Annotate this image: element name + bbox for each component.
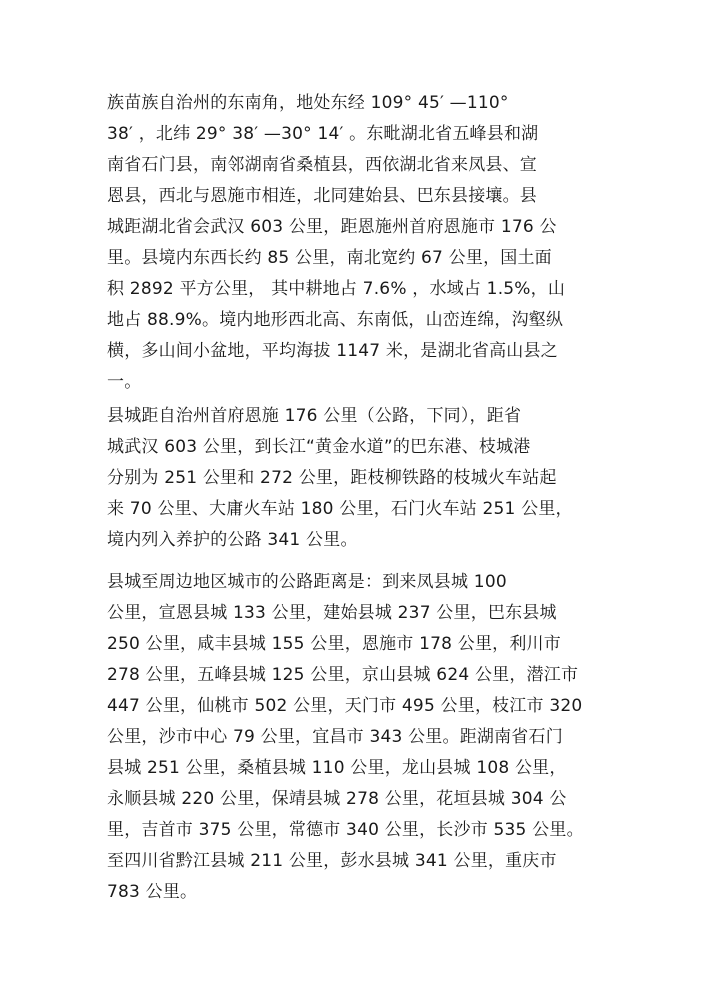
text-line: 公里，沙市中心 79 公里，宜昌市 343 公里。距湖南省石门: [107, 727, 563, 747]
text-line: 族苗族自治州的东南角，地处东经 109° 45′ —110°: [107, 93, 509, 113]
text-line: 恩县，西北与恩施市相连，北同建始县、巴东县接壤。县: [107, 186, 537, 206]
text-line: 境内列入养护的公路 341 公里。: [107, 530, 358, 550]
text-line: 783 公里。: [107, 882, 198, 902]
text-line: 一。: [107, 372, 142, 392]
text-line: 城武汉 603 公里，到长江“黄金水道”的巴东港、枝城港: [107, 437, 531, 457]
text-line: 里，吉首市 375 公里，常德市 340 公里，长沙市 535 公里。: [107, 820, 584, 840]
text-line: 横，多山间小盆地，平均海拔 1147 米，是湖北省高山县之: [107, 341, 558, 361]
text-line: 城距湖北省会武汉 603 公里，距恩施州首府恩施市 176 公: [107, 217, 557, 237]
text-line: 县城距自治州首府恩施 176 公里（公路，下同），距省: [107, 406, 522, 426]
text-line: 278 公里，五峰县城 125 公里，京山县城 624 公里，潜江市: [107, 665, 579, 685]
text-line: 县城 251 公里，桑植县城 110 公里，龙山县城 108 公里，: [107, 758, 567, 778]
text-line: 来 70 公里、大庸火车站 180 公里，石门火车站 251 公里，: [107, 499, 573, 519]
text-line: 至四川省黔江县城 211 公里，彭水县城 341 公里，重庆市: [107, 851, 557, 871]
text-line: 里。县境内东西长约 85 公里，南北宽约 67 公里，国土面: [107, 248, 552, 268]
text-line: 公里，宣恩县城 133 公里，建始县城 237 公里，巴东县城: [107, 603, 557, 623]
text-line: 南省石门县，南邻湖南省桑植县，西依湖北省来凤县、宣: [107, 155, 537, 175]
text-line: 250 公里，咸丰县城 155 公里，恩施市 178 公里，利川市: [107, 634, 561, 654]
text-line: 38′ ，北纬 29° 38′ —30° 14′ 。东毗湖北省五峰县和湖: [107, 124, 539, 144]
text-line: 县城至周边地区城市的公路距离是：到来凤县城 100: [107, 572, 507, 592]
text-line: 积 2892 平方公里， 其中耕地占 7.6% ，水域占 1.5%，山: [107, 279, 566, 299]
text-line: 分别为 251 公里和 272 公里，距枝柳铁路的枝城火车站起: [107, 468, 557, 488]
text-line: 永顺县城 220 公里，保靖县城 278 公里，花垣县城 304 公: [107, 789, 567, 809]
text-line: 447 公里，仙桃市 502 公里，天门市 495 公里，枝江市 320: [107, 696, 583, 716]
text-line: 地占 88.9%。境内地形西北高、东南低，山峦连绵，沟壑纵: [107, 310, 564, 330]
